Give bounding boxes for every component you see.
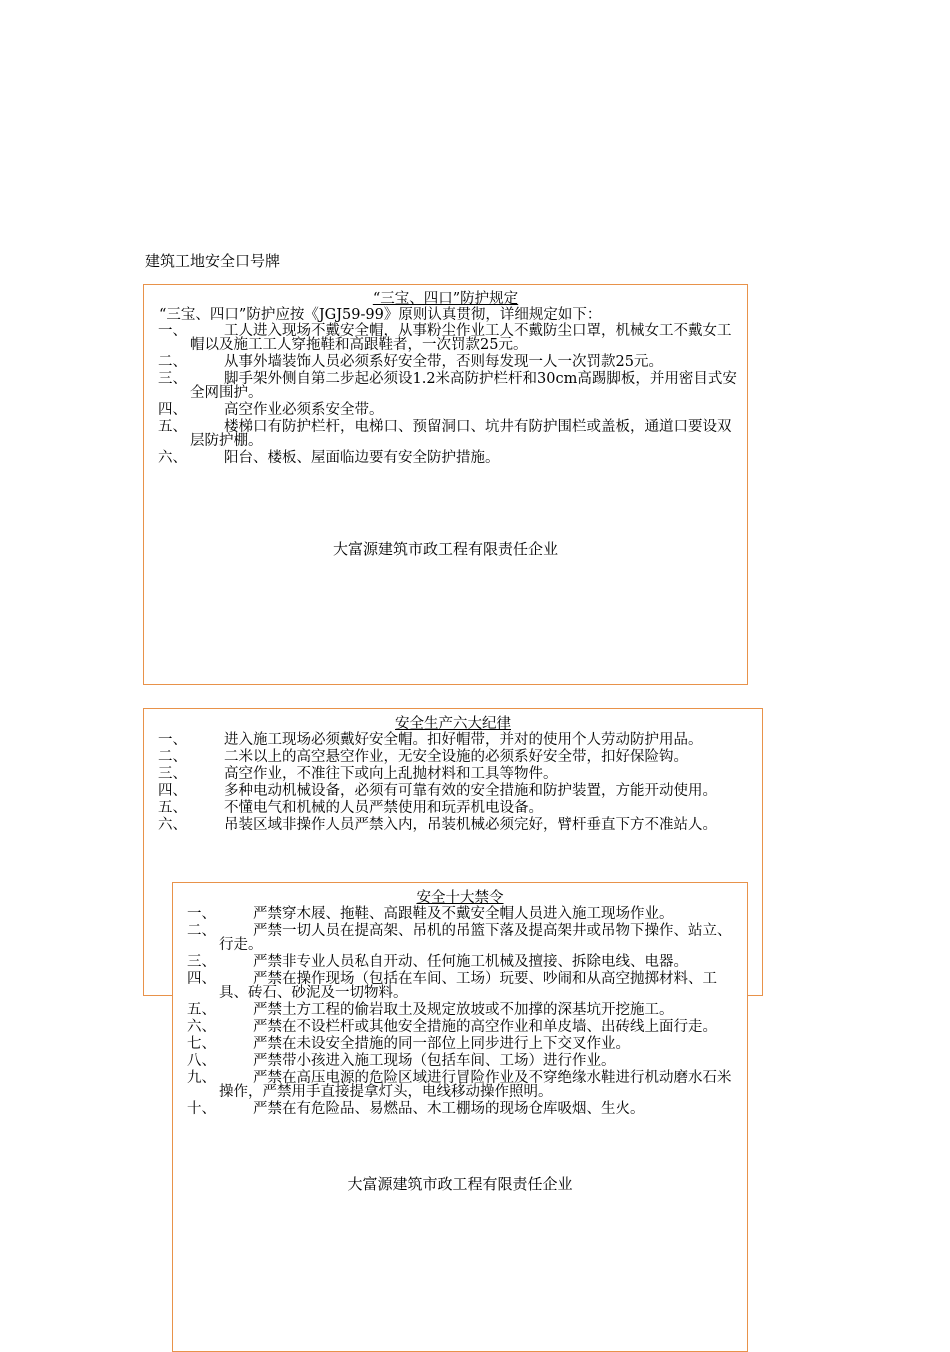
protection-rules-title: “三宝、四口”防护规定 [372,291,519,307]
item-text: 进入施工现场必须戴好安全帽。扣好帽带，并对的使用个人劳动防护用品。 [224,732,703,748]
list-item [144,355,747,369]
list-item [173,1037,747,1051]
item-number: 六、 [158,817,187,833]
item-text: 楼梯口有防护栏杆，电梯口、预留洞口、坑井有防护围栏或盖板，通道口要设双层防护棚。 [190,419,732,449]
list-item [173,907,747,921]
item-text: 吊装区域非操作人员严禁入内，吊装机械必须完好，臂杆垂直下方不准站人。 [224,817,717,833]
item-text: 严禁非专业人员私自开动、任何施工机械及擅接、拆除电线、电器。 [253,954,688,970]
item-number: 四、 [187,971,216,987]
item-number: 四、 [158,402,187,418]
list-item [173,1003,747,1017]
protection-rules-panel [143,284,748,685]
item-text: 脚手架外侧自第二步起必须设1.2米高防护栏杆和30cm高踢脚板，并用密目式安全网围护。 [190,371,737,401]
list-item [144,784,762,798]
list-item [144,767,762,781]
item-text: 阳台、楼板、屋面临边要有安全防护措施。 [224,450,500,466]
company-signature: 大富源建筑市政工程有限责任企业 [347,1175,573,1193]
ten-prohibitions-title: 安全十大禁令 [416,890,504,906]
item-text: 二米以上的高空悬空作业，无安全设施的必须系好安全带，扣好保险钩。 [224,749,688,765]
item-text: 不懂电气和机械的人员严禁使用和玩弄机电设备。 [224,800,543,816]
item-text: 严禁土方工程的偷岩取土及规定放坡或不加撑的深基坑开挖施工。 [253,1002,674,1018]
item-number: 三、 [187,954,216,970]
list-item [173,955,747,969]
item-number: 二、 [158,749,187,765]
protection-rules-intro: “三宝、四口”防护应按《JGJ59-99》原则认真贯彻，详细规定如下： [159,307,602,323]
list-item [144,324,747,352]
item-text: 高空作业，不准往下或向上乱抛材料和工具等物件。 [224,766,558,782]
item-number: 一、 [158,732,187,748]
list-item [144,801,762,815]
list-item [173,972,747,1000]
item-text: 工人进入现场不戴安全帽，从事粉尘作业工人不戴防尘口罩，机械女工不戴女工帽以及施工工人穿拖鞋和高跟鞋者，一次罚款25元。 [190,323,732,353]
item-text: 多种电动机械设备，必须有可靠有效的安全措施和防护装置，方能开动使用。 [224,783,717,799]
item-text: 严禁穿木屐、拖鞋、高跟鞋及不戴安全帽人员进入施工现场作业。 [253,906,674,922]
list-item [173,1102,747,1116]
item-number: 二、 [187,923,216,939]
item-number: 四、 [158,783,187,799]
ten-prohibitions-panel [172,882,748,1352]
item-number: 三、 [158,766,187,782]
item-number: 五、 [158,419,187,435]
item-number: 一、 [158,323,187,339]
item-number: 六、 [158,450,187,466]
item-number: 三、 [158,371,187,387]
item-text: 严禁在不设栏杆或其他安全措施的高空作业和单皮墙、出砖线上面行走。 [253,1019,717,1035]
item-number: 五、 [187,1002,216,1018]
list-item [173,924,747,952]
six-disciplines-title: 安全生产六大纪律 [395,716,511,732]
list-item [173,1071,747,1099]
list-item [173,1054,747,1068]
item-text: 严禁一切人员在提高架、吊机的吊篮下落及提高架井或吊物下操作、站立、行走。 [219,923,732,953]
item-text: 严禁在高压电源的危险区域进行冒险作业及不穿绝缘水鞋进行机动磨水石米操作，严禁用手直接提拿灯头，电线移动操作照明。 [219,1070,732,1100]
list-item [144,750,762,764]
item-text: 严禁带小孩进入施工现场（包括车间、工场）进行作业。 [253,1053,616,1069]
list-item [144,451,747,465]
item-text: 严禁在未设安全措施的同一部位上同步进行上下交叉作业。 [253,1036,630,1052]
document-title: 建筑工地安全口号牌 [145,252,281,270]
list-item [144,403,747,417]
six-disciplines-list [144,733,762,832]
list-item [173,1020,747,1034]
list-item [144,420,747,448]
ten-prohibitions-list [173,907,747,1116]
list-item [144,818,762,832]
item-number: 一、 [187,906,216,922]
company-signature: 大富源建筑市政工程有限责任企业 [332,540,558,558]
item-text: 从事外墙装饰人员必须系好安全带，否则每发现一人一次罚款25元。 [224,354,663,370]
item-text: 严禁在操作现场（包括在车间、工场）玩要、吵闹和从高空抛掷材料、工具、砖石、砂泥及一切物料。 [219,971,717,1001]
item-number: 七、 [187,1036,216,1052]
list-item [144,733,762,747]
item-number: 十、 [187,1101,216,1117]
item-text: 严禁在有危险品、易燃品、木工棚场的现场仓库吸烟、生火。 [253,1101,645,1117]
item-text: 高空作业必须系安全带。 [224,402,384,418]
protection-rules-list [144,324,747,465]
item-number: 八、 [187,1053,216,1069]
item-number: 九、 [187,1070,216,1086]
item-number: 五、 [158,800,187,816]
list-item [144,372,747,400]
item-number: 二、 [158,354,187,370]
item-number: 六、 [187,1019,216,1035]
